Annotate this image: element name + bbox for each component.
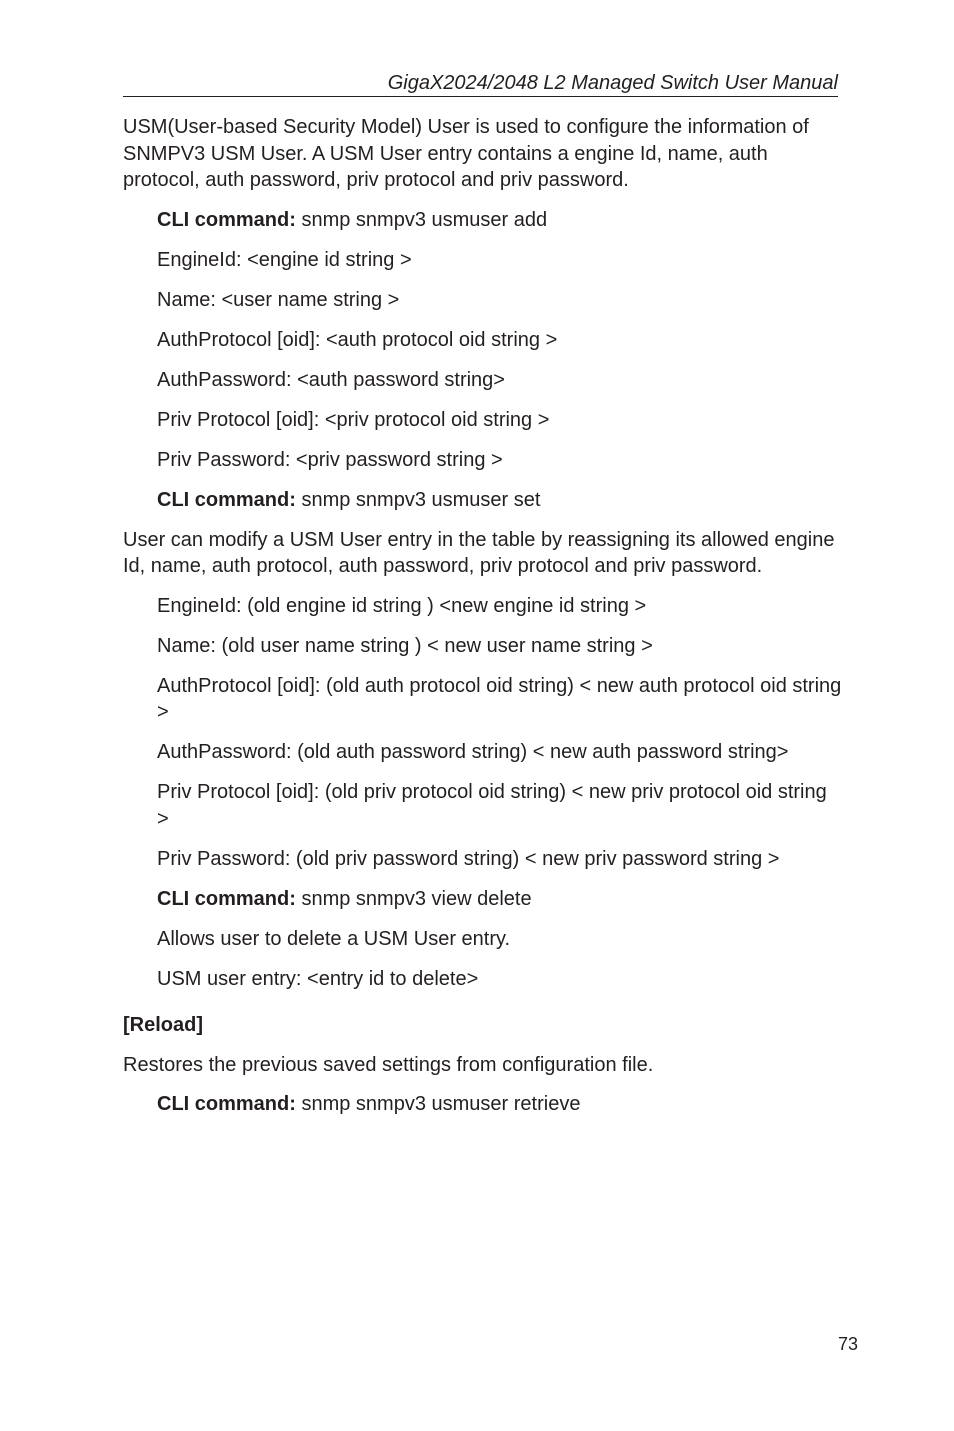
page-number: 73 (837, 1334, 858, 1354)
set-param-privprotocol: Priv Protocol [oid]: (old priv protocol oid string) < new priv protocol oid string > (157, 781, 827, 830)
delete-description: Allows user to delete a USM User entry. (157, 927, 511, 950)
cli-label: CLI command: (157, 208, 296, 231)
running-header: GigaX2024/2048 L2 Managed Switch User Manual (123, 70, 838, 97)
set-param-name: Name: (old user name string ) < new user name string > (157, 634, 653, 657)
intro-paragraph: USM(User-based Security Model) User is used to configure the information of SNMPV3 USM User. A USM User entry contains a engine Id, name, auth protocol, auth password, priv protocol and priv password. (123, 116, 809, 191)
cli-set-command: snmp snmpv3 usmuser set (295, 488, 541, 511)
cli-delete-line (157, 886, 843, 913)
cli-set-line (157, 487, 843, 514)
page-content (123, 114, 843, 1131)
set-param-privpassword: Priv Password: (old priv password string) < new priv password string > (157, 847, 780, 870)
reload-description: Restores the previous saved settings from configuration file. (123, 1053, 654, 1076)
set-param-engineid: EngineId: (old engine id string ) <new engine id string > (157, 594, 647, 617)
cli-delete-command: snmp snmpv3 view delete (295, 887, 532, 910)
cli-add-line (157, 207, 843, 234)
set-param-authprotocol: AuthProtocol [oid]: (old auth protocol oid string) < new auth protocol oid string > (157, 674, 842, 723)
set-description: User can modify a USM User entry in the table by reassigning its allowed engine Id, name, auth protocol, auth password, priv protocol and priv password. (123, 528, 835, 577)
add-param-authprotocol: AuthProtocol [oid]: <auth protocol oid string > (157, 328, 558, 351)
cli-label: CLI command: (157, 887, 296, 910)
add-param-engineid: EngineId: <engine id string > (157, 248, 412, 271)
add-param-name: Name: <user name string > (157, 288, 400, 311)
add-param-authpassword: AuthPassword: <auth password string> (157, 368, 505, 391)
cli-label: CLI command: (157, 488, 296, 511)
set-param-authpassword: AuthPassword: (old auth password string) < new auth password string> (157, 741, 789, 763)
add-param-privprotocol: Priv Protocol [oid]: <priv protocol oid string > (157, 408, 550, 431)
cli-reload-command: snmp snmpv3 usmuser retrieve (295, 1093, 581, 1115)
cli-add-command: snmp snmpv3 usmuser add (295, 208, 548, 231)
reload-heading: [Reload] (123, 1014, 203, 1036)
delete-param-entry: USM user entry: <entry id to delete> (157, 967, 479, 990)
add-param-privpassword: Priv Password: <priv password string > (157, 448, 503, 471)
cli-label: CLI command: (157, 1093, 296, 1115)
cli-reload-line (157, 1091, 843, 1118)
